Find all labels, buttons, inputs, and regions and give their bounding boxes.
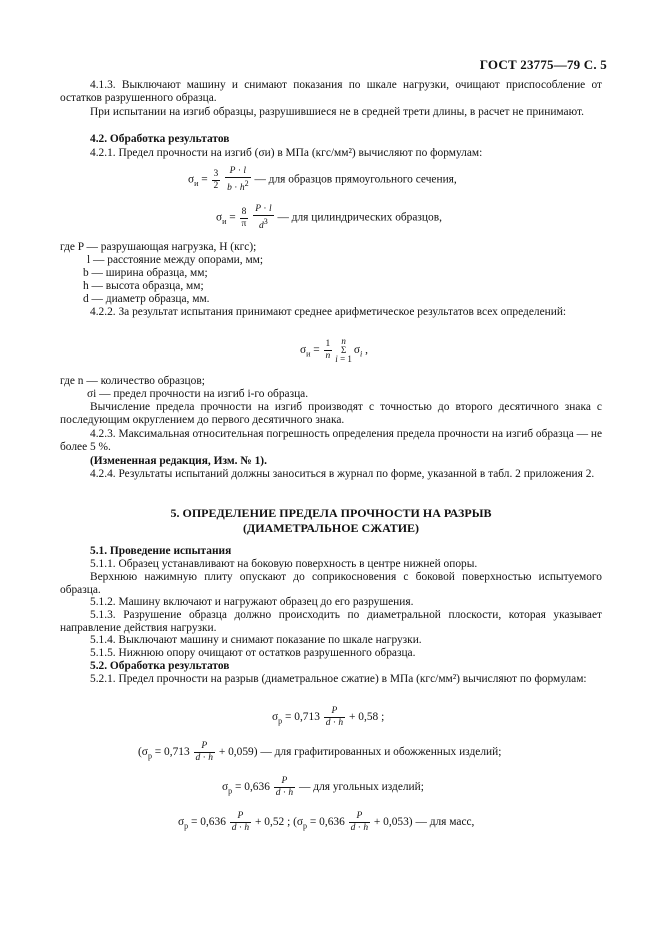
paragraph-calc: Вычисление предела прочности на изгиб производят с точностью до второго десятичного знака с последующим округлением до первого десятичного знака. xyxy=(60,401,602,427)
where-item: h — высота образца, мм; xyxy=(83,280,204,292)
paragraph-5-1-4: 5.1.4. Выключают машину и снимают показание по шкале нагрузки. xyxy=(90,634,422,646)
where-item: где n — количество образцов; xyxy=(60,375,205,387)
formula-tensile-mass-caption: — для масс, xyxy=(415,816,475,829)
section-subtitle-5: (ДИАМЕТРАЛЬНОЕ СЖАТИЕ) xyxy=(242,521,420,535)
formula-bending-rect: $\sigma_и$ = $\frac{3}{2}$ $\frac{P \cdot l}{b \cdot h^2}$ — для образцов прямоугольного сечения, xyxy=(188,166,457,194)
paragraph-4-1-3: 4.1.3. Выключают машину и снимают показания по шкале нагрузки, очищают приспособление от остатков разрушенного образца. xyxy=(60,79,602,105)
formula-tensile-carbon-caption: — для угольных изделий; xyxy=(299,781,424,794)
where-item: l — расстояние между опорами, мм; xyxy=(87,254,264,266)
formula-bending-rect-caption: — для образцов прямоугольного сечения, xyxy=(254,173,457,186)
section-heading-5-1: 5.1. Проведение испытания xyxy=(90,545,232,557)
page-header: ГОСТ 23775—79 С. 5 xyxy=(479,57,607,72)
paragraph-5-1-1: 5.1.1. Образец устанавливают на боковую поверхность в центре нижней опоры. xyxy=(90,558,478,570)
paragraph-4-2-3: 4.2.3. Максимальная относительная погрешность определения предела прочности на изгиб образца — не более 5 %. xyxy=(60,428,603,454)
paragraph-4-2-2: 4.2.2. За результат испытания принимают среднее арифметическое результатов всех определений: xyxy=(90,306,567,318)
paragraph-5-1-2: 5.1.2. Машину включают и нагружают образец до его разрушения. xyxy=(90,596,414,608)
where-item: d — диаметр образца, мм. xyxy=(83,293,210,305)
paragraph-4-2-1: 4.2.1. Предел прочности на изгиб (σи) в МПа (кгс/мм²) вычисляют по формулам: xyxy=(90,147,483,159)
paragraph-5-1-1b: Верхнюю нажимную плиту опускают до соприкосновения с боковой поверхностью испытуемого образца. xyxy=(60,571,602,597)
amendment-note: (Измененная редакция, Изм. № 1). xyxy=(90,455,267,467)
paragraph-5-1-3: 5.1.3. Разрушение образца должно происходить по диаметральной плоскости, которая указывает направление действия нагрузки. xyxy=(60,609,602,635)
formula-bending-cyl-caption: — для цилиндрических образцов, xyxy=(277,211,442,224)
where-item: b — ширина образца, мм; xyxy=(83,267,208,279)
paragraph-4-2-4: 4.2.4. Результаты испытаний должны заноситься в журнал по форме, указанной в табл. 2 приложения 2. xyxy=(90,468,595,480)
section-title-5: 5. ОПРЕДЕЛЕНИЕ ПРЕДЕЛА ПРОЧНОСТИ НА РАЗРЫВ xyxy=(170,506,492,520)
paragraph-5-2-1: 5.2.1. Предел прочности на разрыв (диаметральное сжатие) в МПа (кгс/мм²) вычисляют по формулам: xyxy=(90,673,587,685)
where-item: где P — разрушающая нагрузка, Н (кгс); xyxy=(60,241,257,253)
section-heading-5-2: 5.2. Обработка результатов xyxy=(90,660,230,672)
formula-bending-cyl: $\sigma_и$ = $\frac{8}{\pi}$ $\frac{P \cdot l}{d^3}$ — для цилиндрических образцов, xyxy=(216,204,442,232)
section-heading-4-2: 4.2. Обработка результатов xyxy=(90,133,230,145)
paragraph-note: При испытании на изгиб образцы, разрушившиеся не в средней трети длины, в расчет не принимают. xyxy=(90,106,584,118)
formula-tensile-carbon: $\sigma_р = 0,636$ $\frac{P}{d \cdot h}$ — для угольных изделий; xyxy=(222,776,424,798)
formula-tensile-graphite: ($\sigma_р = 0,713$ $\frac{P}{d \cdot h}$ + 0,059) — для графитированных и обожженных изделий; xyxy=(138,741,502,763)
formula-tensile-1: $\sigma_р = 0,713$ $\frac{P}{d \cdot h}$ + 0,58 ; xyxy=(272,706,385,728)
formula-tensile-graphite-caption: — для графитированных и обожженных изделий; xyxy=(260,746,502,759)
where-item: σi — предел прочности на изгиб i-го образца. xyxy=(87,388,309,400)
formula-mean: $\sigma_и$ = $\frac{1}{n}$ n Σ $i = 1\sigma_i$ , xyxy=(300,336,368,364)
formula-tensile-mass: $\sigma_р = 0,636$ $\frac{P}{d \cdot h}$ + 0,52 ; ($\sigma_р = 0,636$ $\frac{P}{d \cdot h}$ + 0,053) — для масс, xyxy=(178,811,475,833)
paragraph-5-1-5: 5.1.5. Нижнюю опору очищают от остатков разрушенного образца. xyxy=(90,647,416,659)
